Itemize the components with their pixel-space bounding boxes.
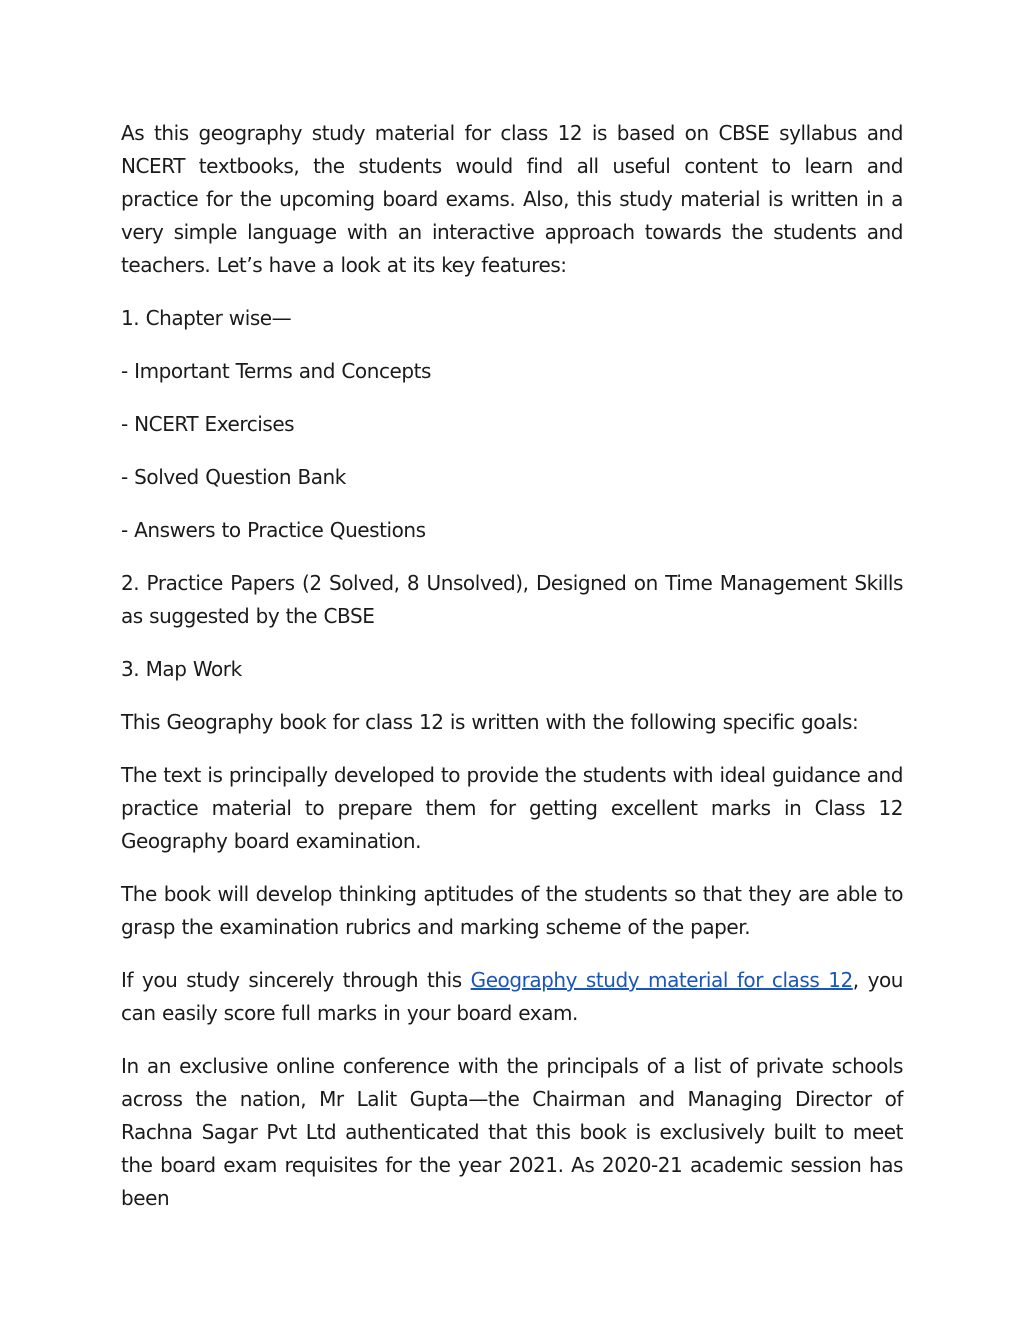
goal-paragraph: The text is principally developed to provide the students with ideal guidance and practice material to prepare them for getting excellent marks in Class 12 Geography board examination. xyxy=(121,763,903,853)
feature-map-work: 3. Map Work xyxy=(121,657,242,681)
feature-item: - Solved Question Bank xyxy=(121,465,346,489)
goal-paragraph: The book will develop thinking aptitudes of the students so that they are able to grasp the examination rubrics and marking scheme of the paper. xyxy=(121,882,903,939)
geography-study-material-link[interactable]: Geography study material for class 12 xyxy=(470,968,853,992)
feature-item: - Important Terms and Concepts xyxy=(121,359,431,383)
document-page xyxy=(121,117,903,1235)
conference-paragraph: In an exclusive online conference with the principals of a list of private schools across the nation, Mr Lalit Gupta—the Chairman and Managing Director of Rachna Sagar Pvt Ltd authenticated that this book is exclusively built to meet the board exam requisites for the year 2021. As 2020-21 academic session has been xyxy=(121,1054,903,1210)
study-text-before: If you study sincerely through this xyxy=(121,968,471,992)
feature-item: - NCERT Exercises xyxy=(121,412,295,436)
feature-practice-papers: 2. Practice Papers (2 Solved, 8 Unsolved), Designed on Time Management Skills as suggested by the CBSE xyxy=(121,571,903,628)
intro-paragraph: As this geography study material for class 12 is based on CBSE syllabus and NCERT textbooks, the students would find all useful content to learn and practice for the upcoming board exams. Also, this study material is written in a very simple language with an interactive approach towards the students and teachers. Let’s have a look at its key features: xyxy=(121,121,903,277)
study-paragraph xyxy=(121,964,903,1030)
feature-chapter-wise: 1. Chapter wise— xyxy=(121,306,292,330)
feature-item: - Answers to Practice Questions xyxy=(121,518,426,542)
study-text-after: , you can easily score full marks in your board exam. xyxy=(121,968,903,1025)
goals-intro: This Geography book for class 12 is written with the following specific goals: xyxy=(121,710,859,734)
